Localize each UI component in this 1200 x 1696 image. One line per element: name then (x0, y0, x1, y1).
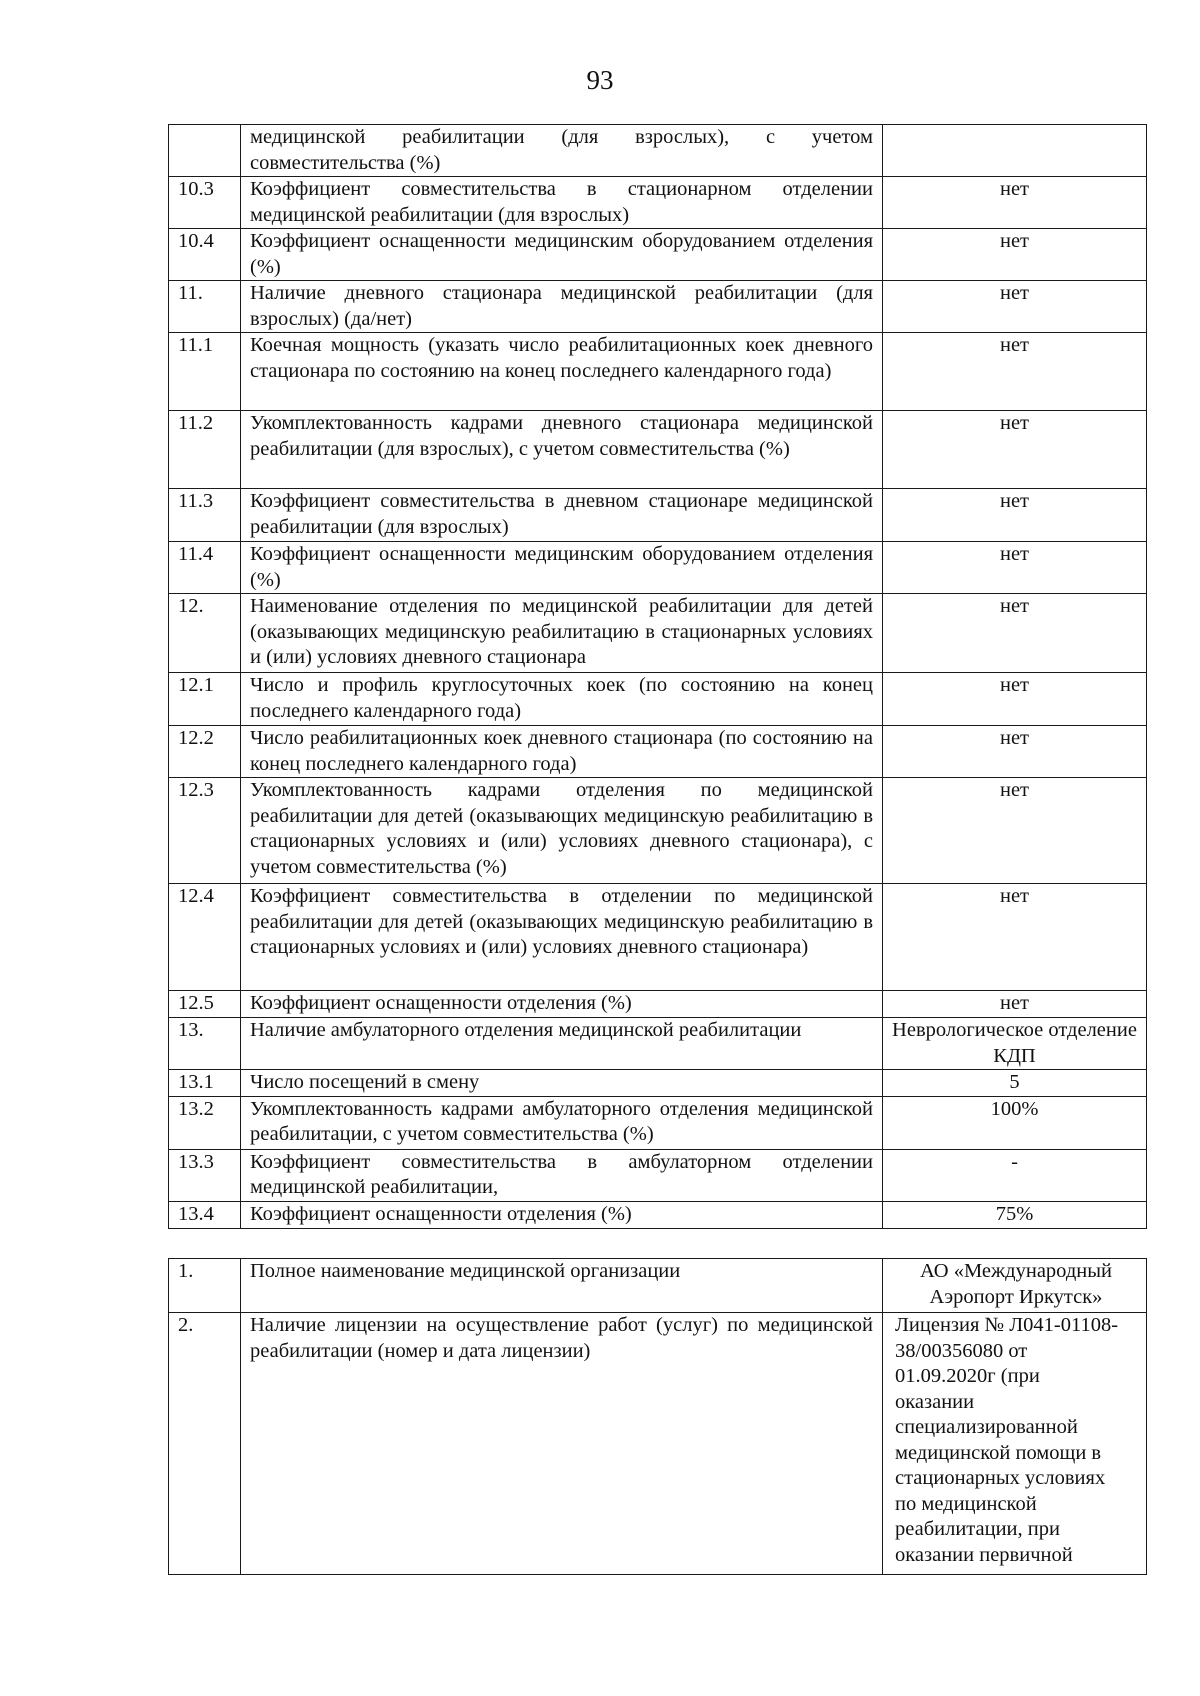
row-number: 11.3 (169, 489, 241, 542)
license-line: стационарных условиях (895, 1467, 1106, 1489)
license-line: оказании (895, 1390, 975, 1413)
row-description: Коэффициент оснащенности медицинским оборудованием отделения (%) (241, 229, 883, 281)
row-value: 75% (883, 1201, 1147, 1228)
table-row (169, 1259, 1147, 1313)
row-description: Коэффициент совместительства в отделении по медицинской реабилитации для детей (оказывающих медицинскую реабилитацию в стационарных условиях и (или) условиях дневного стационара) (241, 884, 883, 991)
row-number: 11.4 (169, 542, 241, 594)
license-line: реабилитации, при (895, 1518, 1060, 1540)
table-row (169, 281, 1147, 333)
table-row (169, 489, 1147, 542)
row-value: нет (883, 991, 1147, 1018)
row-value: 5 (883, 1070, 1147, 1097)
row-description: Укомплектованность кадрами амбулаторного отделения медицинской реабилитации, с учетом совместительства (%) (241, 1096, 883, 1149)
row-value: нет (883, 673, 1147, 726)
row-description: Наличие дневного стационара медицинской реабилитации (для взрослых) (да/нет) (241, 281, 883, 333)
license-line: 38/00356080 от (895, 1339, 1028, 1362)
row-value: нет (883, 884, 1147, 991)
row-description: Наличие лицензии на осуществление работ (услуг) по медицинской реабилитации (номер и дата лицензии) (241, 1313, 883, 1575)
license-line: по медицинской (895, 1492, 1037, 1515)
row-number: 10.3 (169, 177, 241, 229)
table-row (169, 991, 1147, 1018)
table-row (169, 1070, 1147, 1097)
row-description: Коэффициент совместительства в стационарном отделении медицинской реабилитации (для взрослых) (241, 177, 883, 229)
row-description: Число посещений в смену (241, 1070, 883, 1097)
license-line: Лицензия № Л041-01108- (895, 1314, 1119, 1336)
row-description: Коэффициент совместительства в амбулаторном отделении медицинской реабилитации, (241, 1149, 883, 1201)
row-description: Наличие амбулаторного отделения медицинской реабилитации (241, 1018, 883, 1070)
row-description: Коэффициент совместительства в дневном стационаре медицинской реабилитации (для взрослых) (241, 489, 883, 542)
table-row (169, 673, 1147, 726)
license-details (883, 1313, 1147, 1575)
row-value: нет (883, 542, 1147, 594)
table-row (169, 125, 1147, 177)
row-value: нет (883, 411, 1147, 489)
license-line: оказании первичной (895, 1543, 1073, 1566)
indicators-table (168, 124, 1147, 1229)
row-description: Число реабилитационных коек дневного стационара (по состоянию на конец последнего календарного года) (241, 726, 883, 778)
row-number: 13.2 (169, 1096, 241, 1149)
row-number: 13.4 (169, 1201, 241, 1228)
row-value: нет (883, 229, 1147, 281)
row-value: нет (883, 333, 1147, 411)
row-number: 12. (169, 594, 241, 673)
row-value: нет (883, 489, 1147, 542)
row-description: Наименование отделения по медицинской реабилитации для детей (оказывающих медицинскую реабилитацию в стационарных условиях и (или) условиях дневного стационара (241, 594, 883, 673)
row-value: нет (883, 281, 1147, 333)
table-row (169, 177, 1147, 229)
row-value (883, 125, 1147, 177)
table-row (169, 542, 1147, 594)
table-row (169, 1313, 1147, 1575)
table-row (169, 1149, 1147, 1201)
row-value: Неврологическое отделение КДП (883, 1018, 1147, 1070)
row-description: Коэффициент оснащенности медицинским оборудованием отделения (%) (241, 542, 883, 594)
table-row (169, 229, 1147, 281)
row-number: 11. (169, 281, 241, 333)
table-row (169, 411, 1147, 489)
row-number: 12.3 (169, 778, 241, 884)
row-number: 11.1 (169, 333, 241, 411)
row-value: нет (883, 726, 1147, 778)
row-value: нет (883, 177, 1147, 229)
table-row (169, 884, 1147, 991)
table-row (169, 1018, 1147, 1070)
row-description: Коэффициент оснащенности отделения (%) (241, 991, 883, 1018)
row-description: Коэффициент оснащенности отделения (%) (241, 1201, 883, 1228)
row-value: - (883, 1149, 1147, 1201)
row-number: 1. (169, 1259, 241, 1313)
row-number: 12.5 (169, 991, 241, 1018)
license-line: медицинской помощи в (895, 1441, 1102, 1464)
row-value: нет (883, 778, 1147, 884)
row-number: 12.2 (169, 726, 241, 778)
table-row (169, 594, 1147, 673)
row-number: 10.4 (169, 229, 241, 281)
table-row (169, 333, 1147, 411)
row-number (169, 125, 241, 177)
row-description: Укомплектованность кадрами отделения по медицинской реабилитации для детей (оказывающих медицинскую реабилитацию в стационарных условиях и (или) условиях дневного стационара), с учетом совместительства (%) (241, 778, 883, 884)
row-value: нет (883, 594, 1147, 673)
organization-table (168, 1258, 1147, 1575)
table-row (169, 778, 1147, 884)
table-row (169, 726, 1147, 778)
row-number: 12.1 (169, 673, 241, 726)
row-description: медицинской реабилитации (для взрослых), с учетом совместительства (%) (241, 125, 883, 177)
row-number: 13.1 (169, 1070, 241, 1097)
row-description: Число и профиль круглосуточных коек (по состоянию на конец последнего календарного года) (241, 673, 883, 726)
row-number: 2. (169, 1313, 241, 1575)
page-number: 93 (586, 65, 614, 95)
license-line: 01.09.2020г (при (895, 1365, 1040, 1387)
row-number: 13. (169, 1018, 241, 1070)
row-number: 11.2 (169, 411, 241, 489)
row-value: 100% (883, 1096, 1147, 1149)
row-description: Полное наименование медицинской организации (241, 1259, 883, 1313)
row-value: АО «Международный Аэропорт Иркутск» (883, 1259, 1147, 1313)
row-description: Укомплектованность кадрами дневного стационара медицинской реабилитации (для взрослых), с учетом совместительства (%) (241, 411, 883, 489)
row-number: 13.3 (169, 1149, 241, 1201)
row-description: Коечная мощность (указать число реабилитационных коек дневного стационара по состоянию на конец последнего календарного года) (241, 333, 883, 411)
table-row (169, 1201, 1147, 1228)
row-number: 12.4 (169, 884, 241, 991)
table-row (169, 1096, 1147, 1149)
license-line: специализированной (895, 1416, 1078, 1438)
